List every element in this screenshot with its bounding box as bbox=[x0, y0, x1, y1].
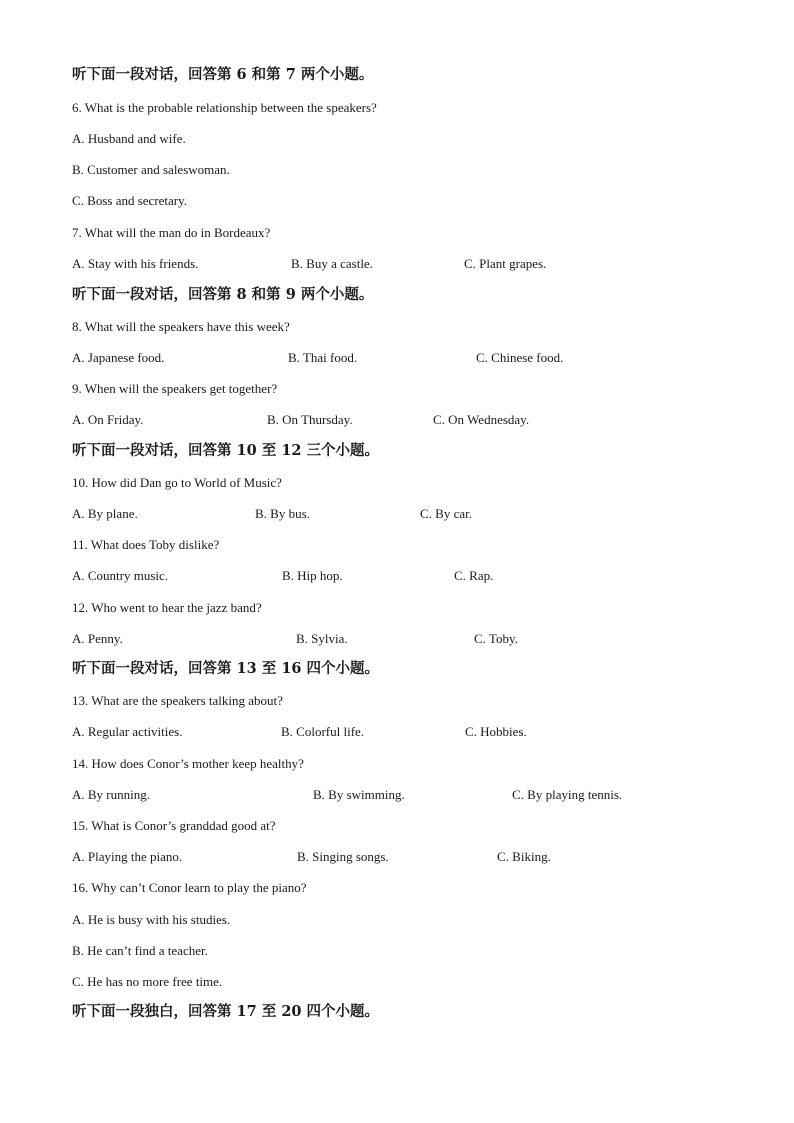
question-7-option-c: C. Plant grapes. bbox=[464, 256, 547, 271]
question-15: 15. What is Conor’s granddad good at? bbox=[72, 818, 276, 833]
section-heading-13-16: 听下面一段对话，回答第 13 至 16 四个小题。 bbox=[72, 660, 380, 677]
question-14-option-a: A. By running. bbox=[72, 787, 150, 802]
question-12-option-c: C. Toby. bbox=[474, 631, 518, 646]
question-11: 11. What does Toby dislike? bbox=[72, 537, 220, 552]
question-7: 7. What will the man do in Bordeaux? bbox=[72, 225, 271, 240]
question-6: 6. What is the probable relationship between the speakers? bbox=[72, 100, 377, 115]
question-13-option-b: B. Colorful life. bbox=[281, 724, 365, 739]
question-11-option-b: B. Hip hop. bbox=[282, 568, 343, 583]
question-13-option-c: C. Hobbies. bbox=[465, 724, 527, 739]
question-16-option-c: C. He has no more free time. bbox=[72, 974, 223, 989]
question-6-option-a: A. Husband and wife. bbox=[72, 131, 186, 146]
section-heading-10-12: 听下面一段对话，回答第 10 至 12 三个小题。 bbox=[72, 442, 380, 459]
question-14-option-c: C. By playing tennis. bbox=[512, 787, 623, 802]
question-9: 9. When will the speakers get together? bbox=[72, 381, 278, 396]
section-heading-8-9: 听下面一段对话，回答第 8 和第 9 两个小题。 bbox=[72, 286, 374, 303]
question-8: 8. What will the speakers have this week? bbox=[72, 319, 290, 334]
question-11-option-a: A. Country music. bbox=[72, 568, 169, 583]
question-16: 16. Why can’t Conor learn to play the piano? bbox=[72, 880, 307, 895]
question-14: 14. How does Conor’s mother keep healthy? bbox=[72, 756, 304, 771]
question-12-option-a: A. Penny. bbox=[72, 631, 123, 646]
section-heading-17-20: 听下面一段独白，回答第 17 至 20 四个小题。 bbox=[72, 1003, 380, 1020]
question-10-option-c: C. By car. bbox=[420, 506, 472, 521]
question-15-option-a: A. Playing the piano. bbox=[72, 849, 183, 864]
question-9-option-c: C. On Wednesday. bbox=[433, 412, 530, 427]
question-15-option-c: C. Biking. bbox=[497, 849, 551, 864]
question-15-option-b: B. Singing songs. bbox=[297, 849, 389, 864]
question-8-option-b: B. Thai food. bbox=[288, 350, 358, 365]
question-10-option-b: B. By bus. bbox=[255, 506, 310, 521]
question-9-option-b: B. On Thursday. bbox=[267, 412, 353, 427]
question-7-option-b: B. Buy a castle. bbox=[291, 256, 373, 271]
question-8-option-a: A. Japanese food. bbox=[72, 350, 165, 365]
question-9-option-a: A. On Friday. bbox=[72, 412, 144, 427]
question-14-option-b: B. By swimming. bbox=[313, 787, 405, 802]
question-8-option-c: C. Chinese food. bbox=[476, 350, 564, 365]
question-10-option-a: A. By plane. bbox=[72, 506, 138, 521]
question-12: 12. Who went to hear the jazz band? bbox=[72, 600, 262, 615]
question-6-option-b: B. Customer and saleswoman. bbox=[72, 162, 230, 177]
question-7-option-a: A. Stay with his friends. bbox=[72, 256, 199, 271]
section-heading-6-7: 听下面一段对话，回答第 6 和第 7 两个小题。 bbox=[72, 66, 374, 83]
question-13: 13. What are the speakers talking about? bbox=[72, 693, 283, 708]
question-6-option-c: C. Boss and secretary. bbox=[72, 193, 188, 208]
question-16-option-b: B. He can’t find a teacher. bbox=[72, 943, 208, 958]
question-13-option-a: A. Regular activities. bbox=[72, 724, 183, 739]
question-16-option-a: A. He is busy with his studies. bbox=[72, 912, 231, 927]
question-11-option-c: C. Rap. bbox=[454, 568, 494, 583]
question-12-option-b: B. Sylvia. bbox=[296, 631, 348, 646]
question-10: 10. How did Dan go to World of Music? bbox=[72, 475, 282, 490]
